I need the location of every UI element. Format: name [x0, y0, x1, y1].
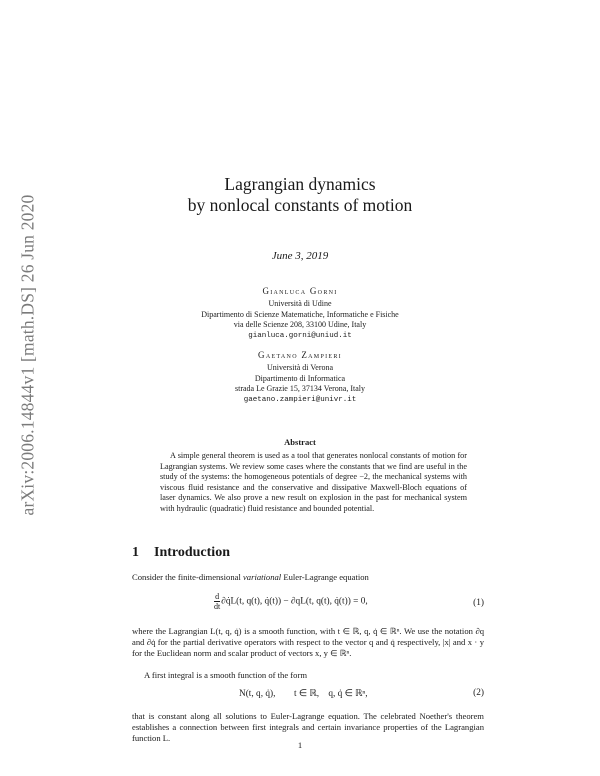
paragraph-intro — [132, 572, 484, 583]
equation-1 — [132, 592, 484, 618]
paragraph-lagrangian: where the Lagrangian L(t, q, q̇) is a smooth function, with t ∈ ℝ, q, q̇ ∈ ℝⁿ. We use the notation ∂q and ∂q̇ for the partial derivative operators with respect to the vector q and q̇ respectively, |x| and x · y for the Euclidean norm and scalar product of vectors x, y ∈ ℝⁿ. — [132, 626, 484, 659]
equation-number: (2) — [473, 688, 484, 698]
equation-number: (1) — [473, 598, 484, 608]
paragraph-text: Euler-Lagrange equation — [281, 572, 369, 582]
abstract-heading: Abstract — [284, 437, 316, 447]
affiliation-2-line: strada Le Grazie 15, 37134 Verona, Italy — [234, 384, 366, 393]
section-number: 1 — [132, 545, 139, 560]
author-email-1[interactable]: gianluca.gorni@uniud.it — [248, 331, 352, 340]
affiliation-1 — [0, 299, 600, 341]
author-name-1: Gianluca Gorni — [262, 286, 338, 296]
fraction-denominator: dt — [214, 602, 221, 611]
equation-2 — [132, 688, 484, 702]
affiliation-2-line: Dipartimento di Informatica — [254, 373, 346, 383]
title-line-2: by nonlocal constants of motion — [187, 195, 413, 215]
paragraph-noether: that is constant along all solutions to Euler-Lagrange equation. The celebrated Noether's theorem establishes a connection between first integrals and certain invariance properties of the Lagrangian function L. — [132, 711, 484, 744]
paper-title — [0, 174, 600, 216]
author-email-2[interactable]: gaetano.zampieri@univr.it — [243, 395, 357, 404]
fraction-numerator: d — [215, 592, 220, 601]
title-line-1: Lagrangian dynamics — [224, 174, 376, 194]
affiliation-2 — [0, 363, 600, 405]
equation-2-body: N(t, q, q̇), t ∈ ℝ, q, q̇ ∈ ℝⁿ, — [239, 689, 368, 699]
emphasis-text: variational — [242, 572, 282, 582]
date: June 3, 2019 — [271, 250, 329, 262]
derivative-fraction — [214, 592, 220, 611]
paragraph-first-integral: A first integral is a smooth function of the form — [144, 670, 308, 680]
section-title: Introduction — [154, 545, 230, 560]
affiliation-2-line: Università di Verona — [266, 363, 334, 372]
abstract-text: A simple general theorem is used as a tool that generates nonlocal constants of motion for Lagrangian systems. We review some cases where the constants that we find are useful in the study of the systems: the homogeneous potentials of degree −2, the mechanical systems with viscous fluid resistance and the conservative and dissipative Maxwell-Bloch equations of laser dynamics. We also prove a new result on explosion in the past for mechanical system with hydraulic (quadratic) fluid resistance and bounded potential. — [160, 451, 467, 513]
equation-1-body: ∂q̇L(t, q(t), q̇(t)) − ∂qL(t, q(t), q̇(t)) = 0, — [221, 596, 368, 607]
paragraph-text: Consider the finite-dimensional — [132, 572, 243, 582]
affiliation-1-line: via delle Scienze 208, 33100 Udine, Italy — [233, 320, 367, 329]
page-number: 1 — [297, 740, 303, 750]
author-name-2: Gaetano Zampieri — [258, 350, 342, 360]
arxiv-identifier-text: arXiv:2006.14844v1 [math.DS] 26 Jun 2020 — [17, 194, 38, 516]
affiliation-1-line: Dipartimento di Scienze Matematiche, Informatiche e Fisiche — [201, 309, 399, 319]
section-heading — [132, 545, 230, 561]
affiliation-1-line: Università di Udine — [268, 299, 332, 308]
